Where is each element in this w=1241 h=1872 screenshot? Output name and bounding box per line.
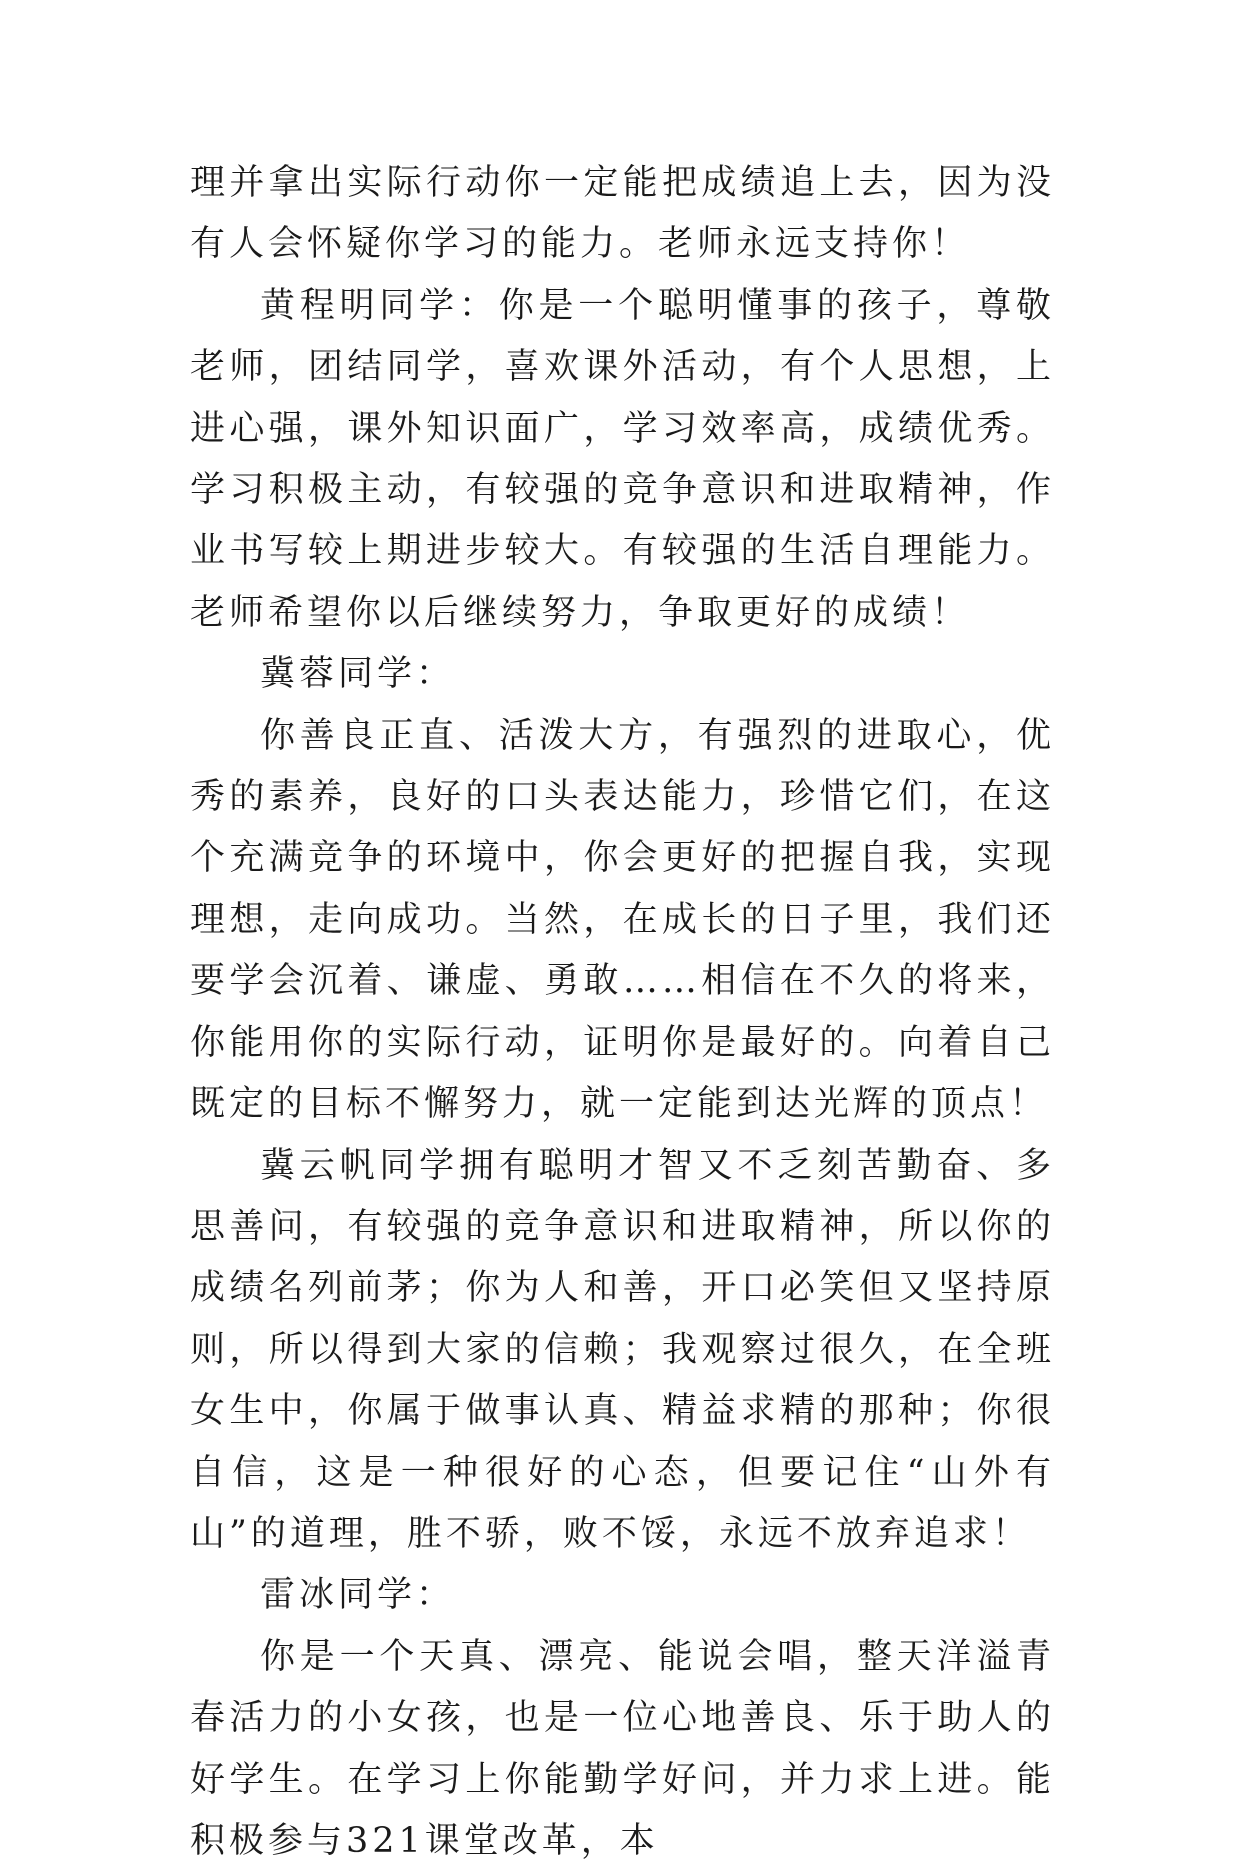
document-body	[190, 153, 1055, 1872]
heading-ji-rong: 冀蓉同学：	[260, 654, 456, 695]
heading-lei-bing: 雷冰同学：	[260, 1575, 456, 1616]
paragraph-lei-bing: 你是一个天真、漂亮、能说会唱，整天洋溢青春活力的小女孩，也是一位心地善良、乐于助人的好学生。在学习上你能勤学好问，并力求上进。能积极参与321课堂改革，本	[190, 1636, 1055, 1861]
paragraph-continuation: 理并拿出实际行动你一定能把成绩追上去，因为没有人会怀疑你学习的能力。老师永远支持你！	[190, 163, 1055, 265]
paragraph-ji-rong: 你善良正直、活泼大方，有强烈的进取心，优秀的素养，良好的口头表达能力，珍惜它们，在这个充满竞争的环境中，你会更好的把握自我，实现理想，走向成功。当然，在成长的日子里，我们还要学会沉着、谦虚、勇敢……相信在不久的将来，你能用你的实际行动，证明你是最好的。向着自己既定的目标不懈努力，就一定能到达光辉的顶点！	[190, 715, 1055, 1125]
paragraph-ji-yunfan: 冀云帆同学拥有聪明才智又不乏刻苦勤奋、多思善问，有较强的竞争意识和进取精神，所以你的成绩名列前茅；你为人和善，开口必笑但又坚持原则，所以得到大家的信赖；我观察过很久，在全班女生中，你属于做事认真、精益求精的那种；你很自信，这是一种很好的心态，但要记住“山外有山”的道理，胜不骄，败不馁，永远不放弃追求！	[190, 1145, 1055, 1554]
paragraph-huang-chengming: 黄程明同学：你是一个聪明懂事的孩子，尊敬老师，团结同学，喜欢课外活动，有个人思想，上进心强，课外知识面广，学习效率高，成绩优秀。学习积极主动，有较强的竞争意识和进取精神，作业书写较上期进步较大。有较强的生活自理能力。老师希望你以后继续努力，争取更好的成绩！	[190, 285, 1055, 633]
